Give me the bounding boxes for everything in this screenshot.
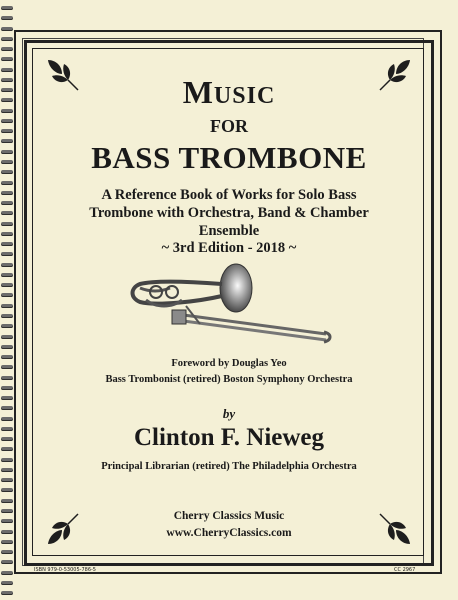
- spiral-coil: [1, 263, 13, 267]
- spiral-binding: [0, 6, 14, 596]
- spiral-coil: [1, 581, 13, 585]
- spiral-coil: [1, 468, 13, 472]
- author-name: Clinton F. Nieweg: [133, 424, 325, 451]
- spiral-coil: [1, 37, 13, 41]
- spiral-coil: [1, 560, 13, 564]
- spiral-coil: [1, 88, 13, 92]
- spiral-coil: [1, 242, 13, 246]
- spiral-coil: [1, 201, 13, 205]
- spiral-coil: [1, 314, 13, 318]
- spiral-coil: [1, 571, 13, 575]
- spiral-coil: [1, 47, 13, 51]
- author-role: Principal Librarian (retired) The Philadelphia Orchestra: [101, 461, 357, 472]
- spiral-coil: [1, 427, 13, 431]
- spiral-coil: [1, 386, 13, 390]
- spiral-coil: [1, 488, 13, 492]
- spiral-coil: [1, 150, 13, 154]
- spiral-coil: [1, 335, 13, 339]
- spiral-coil: [1, 324, 13, 328]
- spiral-coil: [1, 273, 13, 277]
- title-for: FOR: [210, 116, 248, 136]
- subtitle: A Reference Book of Works for Solo Bass Trombone with Orchestra, Band & Chamber Ensemble: [89, 187, 369, 239]
- isbn: ISBN 979-0-53005-786-5: [34, 567, 96, 573]
- spiral-coil: [1, 304, 13, 308]
- spiral-coil: [1, 119, 13, 123]
- spiral-coil: [1, 78, 13, 82]
- spiral-coil: [1, 530, 13, 534]
- bass-trombone-illustration: [126, 262, 332, 354]
- spiral-coil: [1, 447, 13, 451]
- spiral-coil: [1, 6, 13, 10]
- edition: ~ 3rd Edition - 2018 ~: [161, 240, 297, 256]
- spiral-coil: [1, 396, 13, 400]
- spiral-coil: [1, 211, 13, 215]
- spiral-coil: [1, 293, 13, 297]
- spiral-coil: [1, 509, 13, 513]
- spiral-coil: [1, 222, 13, 226]
- spiral-coil: [1, 355, 13, 359]
- publisher: Cherry Classics Music www.CherryClassics.com: [166, 510, 292, 539]
- spiral-coil: [1, 499, 13, 503]
- title-bass-trombone: BASS TROMBONE: [91, 140, 367, 175]
- spiral-coil: [1, 160, 13, 164]
- spiral-coil: [1, 345, 13, 349]
- spiral-coil: [1, 591, 13, 595]
- spiral-coil: [1, 232, 13, 236]
- spiral-coil: [1, 16, 13, 20]
- spiral-coil: [1, 139, 13, 143]
- spiral-coil: [1, 417, 13, 421]
- spiral-coil: [1, 540, 13, 544]
- spiral-coil: [1, 550, 13, 554]
- spiral-coil: [1, 181, 13, 185]
- spiral-coil: [1, 406, 13, 410]
- spiral-coil: [1, 437, 13, 441]
- spiral-coil: [1, 458, 13, 462]
- spiral-coil: [1, 109, 13, 113]
- spiral-coil: [1, 283, 13, 287]
- spiral-coil: [1, 478, 13, 482]
- by-label: by: [222, 406, 236, 421]
- spiral-coil: [1, 365, 13, 369]
- spiral-coil: [1, 252, 13, 256]
- spiral-coil: [1, 98, 13, 102]
- spiral-coil: [1, 170, 13, 174]
- spiral-coil: [1, 27, 13, 31]
- spiral-coil: [1, 376, 13, 380]
- spiral-coil: [1, 57, 13, 61]
- catalog-code: CC 2967: [394, 567, 416, 573]
- foreword: Foreword by Douglas Yeo Bass Trombonist (retired) Boston Symphony Orchestra: [105, 358, 353, 385]
- spiral-coil: [1, 68, 13, 72]
- spiral-coil: [1, 191, 13, 195]
- spiral-coil: [1, 129, 13, 133]
- spiral-coil: [1, 519, 13, 523]
- title-music: MUSIC: [182, 74, 276, 110]
